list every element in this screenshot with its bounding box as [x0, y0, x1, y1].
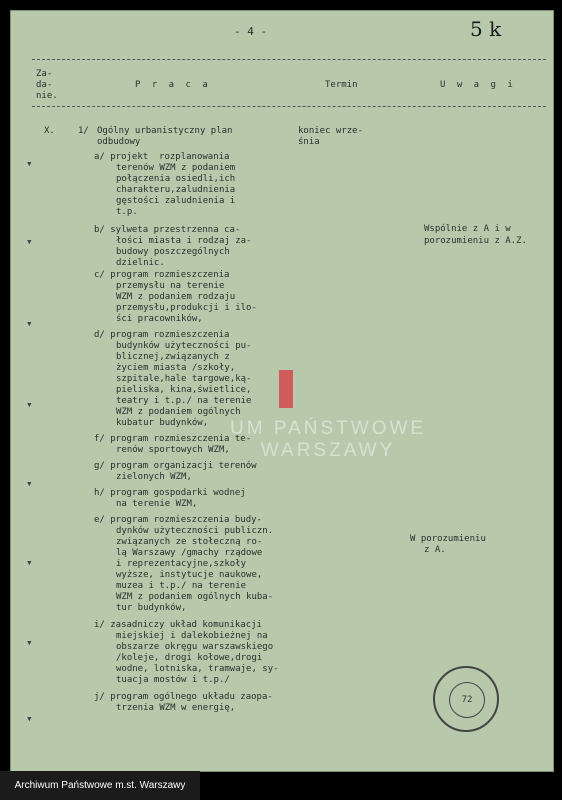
col-zadanie-3: nie. — [36, 91, 58, 101]
archive-watermark: UM PAŃSTWOWE WARSZAWY — [230, 418, 427, 461]
section-roman: X. — [44, 126, 55, 136]
col-zadanie-2: da- — [36, 80, 53, 90]
section-title-cont: odbudowy — [97, 137, 141, 147]
margin-mark-icon: ▾ — [26, 235, 33, 248]
margin-mark-icon: ▾ — [26, 477, 33, 490]
margin-mark-icon: ▾ — [26, 712, 33, 725]
margin-mark-icon: ▾ — [26, 556, 33, 569]
margin-mark-icon: ▾ — [26, 317, 33, 330]
uwagi-e-line-1: W porozumieniu — [410, 534, 486, 544]
section-number: 1/ — [78, 126, 89, 136]
margin-mark-icon: ▾ — [26, 398, 33, 411]
termin-line-2: śnia — [298, 137, 320, 147]
col-praca: P r a c a — [135, 80, 211, 90]
uwagi-b-line-2: porozumieniu z A.Z. — [424, 236, 527, 246]
uwagi-b-line-1: Wspólnie z A i w — [424, 224, 511, 234]
header-bottom-rule — [32, 106, 546, 107]
uwagi-e-line-2: z A. — [424, 545, 446, 555]
margin-mark-icon: ▾ — [26, 157, 33, 170]
section-title: Ogólny urbanistyczny plan — [97, 126, 233, 136]
archive-footer-label: Archiwum Państwowe m.st. Warszawy — [0, 771, 200, 800]
archive-stamp — [433, 666, 499, 732]
header-top-rule — [32, 59, 546, 60]
col-uwagi: U w a g i — [440, 80, 516, 90]
col-termin: Termin — [325, 80, 358, 90]
margin-mark-icon: ▾ — [26, 636, 33, 649]
handwritten-note: 5 k — [470, 17, 502, 41]
red-ink-mark — [279, 370, 293, 408]
col-zadanie-1: Za- — [36, 69, 53, 79]
stamp-number: 72 — [449, 682, 485, 718]
page-number: - 4 - — [234, 25, 268, 38]
termin-line-1: koniec wrze- — [298, 126, 364, 136]
